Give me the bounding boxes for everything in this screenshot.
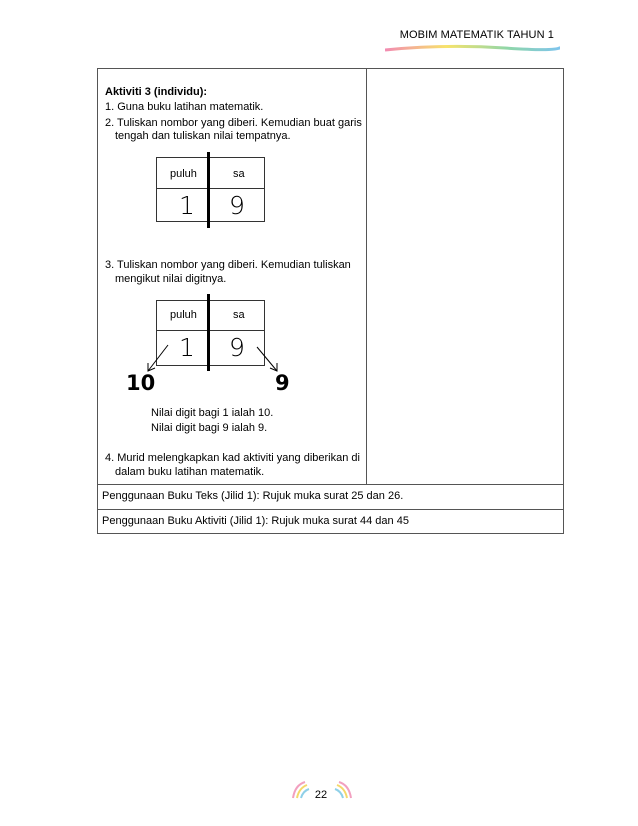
table-2-header-tens: puluh (170, 309, 197, 321)
column-divider (366, 69, 367, 484)
table-2-digit-tens: 1 (179, 333, 195, 362)
table-1-header-tens: puluh (170, 168, 197, 180)
step-1: 1. Guna buku latihan matematik. (105, 101, 264, 113)
table-1-row-divider (157, 188, 264, 189)
table-2-digit-ones: 9 (229, 333, 245, 362)
step-2-line-2: tengah dan tuliskan nilai tempatnya. (115, 130, 291, 142)
table-1-middle-line (207, 152, 210, 228)
left-rainbow-swirl (291, 781, 311, 799)
step-3-line-1: 3. Tuliskan nombor yang diberi. Kemudian tuliskan (105, 259, 351, 271)
digit-value-tens: 10 (126, 371, 156, 395)
right-rainbow-swirl (333, 781, 353, 799)
step-3-line-2: mengikut nilai digitnya. (115, 273, 227, 285)
table-1-digit-tens: 1 (179, 191, 195, 220)
arrow-ones (257, 347, 277, 371)
place-value-table-1 (156, 157, 265, 222)
page-header-title: MOBIM MATEMATIK TAHUN 1 (399, 29, 554, 41)
step-4-line-1: 4. Murid melengkapkan kad aktiviti yang diberikan di (105, 452, 360, 464)
arrow-tens (148, 345, 168, 371)
divider-activity-book (98, 509, 563, 510)
step-2-line-1: 2. Tuliskan nombor yang diberi. Kemudian buat garis (105, 117, 362, 129)
header-decorative-line (385, 42, 560, 56)
table-1-digit-ones: 9 (229, 191, 245, 220)
page-number: 22 (314, 789, 328, 801)
activity-frame (97, 68, 564, 534)
textbook-reference: Penggunaan Buku Teks (Jilid 1): Rujuk muka surat 25 dan 26. (102, 490, 404, 502)
note-tens: Nilai digit bagi 1 ialah 10. (151, 407, 274, 419)
divider-references (98, 484, 563, 485)
digit-value-ones: 9 (275, 371, 290, 395)
step-4-line-2: dalam buku latihan matematik. (115, 466, 265, 478)
table-2-header-ones: sa (233, 309, 245, 321)
activity-book-reference: Penggunaan Buku Aktiviti (Jilid 1): Rujuk muka surat 44 dan 45 (102, 515, 409, 527)
table-1-header-ones: sa (233, 168, 245, 180)
note-ones: Nilai digit bagi 9 ialah 9. (151, 422, 268, 434)
activity-heading: Aktiviti 3 (individu): (105, 86, 208, 98)
